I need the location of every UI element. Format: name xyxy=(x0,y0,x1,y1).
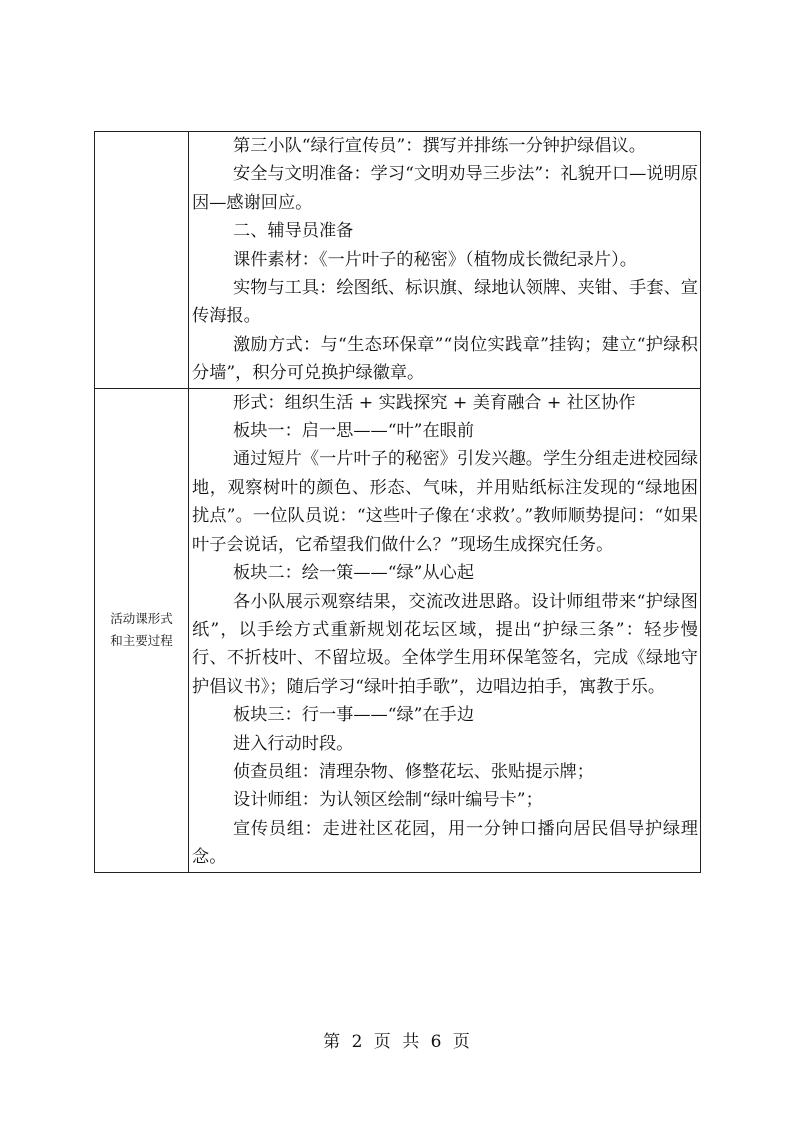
page-number-footer: 第 2 页 共 6 页 xyxy=(323,1032,470,1052)
paragraph: 第三小队“绿行宣传员”：撰写并排练一分钟护绿倡议。 xyxy=(233,136,646,156)
paragraph: 各小队展示观察结果，交流改进思路。设计师组带来“护绿图纸”，以手绘方式重新规划花坛区域，提出“护绿三条”：轻步慢行、不折枝叶、不留垃圾。全体学生用环保笔签名，完成《绿地守护倡议书》；随后学习“绿叶拍手歌”，边唱边拍手，寓教于乐。 xyxy=(192,591,698,697)
paragraph: 安全与文明准备：学习“文明劝导三步法”：礼貌开口—说明原因—感谢回应。 xyxy=(192,164,698,213)
section-heading: 板块三：行一事——“绿”在手边 xyxy=(233,705,475,726)
paragraph: 课件素材：《一片叶子的秘密》（植物成长微纪录片）。 xyxy=(233,249,637,270)
paragraph: 形式：组织生活 + 实践探究 + 美育融合 + 社区协作 xyxy=(233,392,636,413)
table-row xyxy=(95,388,701,872)
table-row xyxy=(95,132,701,389)
paragraph: 宣传员组：走进社区花园，用一分钟口播向居民倡导护绿理念。 xyxy=(192,818,698,868)
section-heading: 二、辅导员准备 xyxy=(233,221,354,242)
row-label-cell xyxy=(95,388,189,872)
row-label-line: 活动课形式 xyxy=(110,611,173,627)
paragraph: 设计师组：为认领区绘制“绿叶编号卡”； xyxy=(233,790,543,811)
section-heading: 板块一：启一思——“叶”在眼前 xyxy=(233,421,475,442)
process-content-cell xyxy=(189,388,701,872)
row-label-cell xyxy=(95,132,189,389)
paragraph: 实物与工具：绘图纸、标识旗、绿地认领牌、夹钳、手套、宣传海报。 xyxy=(192,278,698,327)
paragraph: 进入行动时段。 xyxy=(233,733,354,754)
row-label-line: 和主要过程 xyxy=(110,633,173,649)
paragraph: 侦查员组：清理杂物、修整花坛、张贴提示牌； xyxy=(233,761,594,782)
paragraph: 激励方式：与“生态环保章”“岗位实践章”挂钩；建立“护绿积分墙”，积分可兑换护绿徽章。 xyxy=(192,334,698,384)
preparation-content-cell xyxy=(189,132,701,389)
activity-table xyxy=(94,131,701,873)
section-heading: 板块二：绘一策——“绿”从心起 xyxy=(233,563,475,584)
paragraph: 通过短片《一片叶子的秘密》引发兴趣。学生分组走进校园绿地，观察树叶的颜色、形态、气味，并用贴纸标注发现的“绿地困扰点”。一位队员说：“这些叶子像在‘求救’。”教师顺势提问：“如果叶子会说话，它希望我们做什么？”现场生成探究任务。 xyxy=(192,449,698,555)
